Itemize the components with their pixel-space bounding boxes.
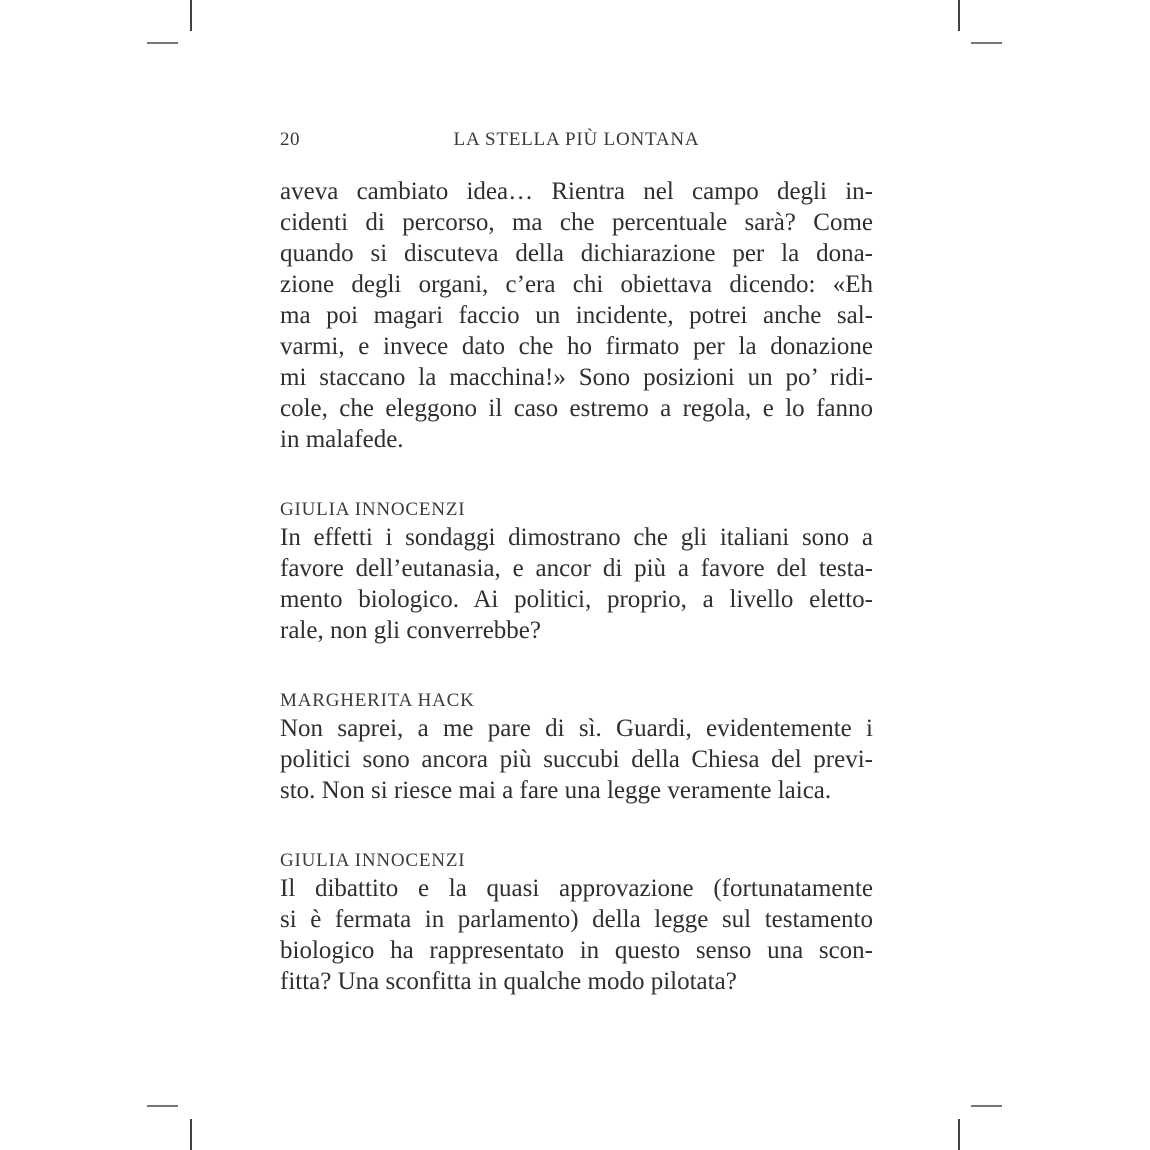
speaker-heading: GIULIA INNOCENZI [280, 850, 466, 871]
text-line: biologico ha rappresentato in questo senso una scon- [280, 937, 873, 964]
text-line: varmi, e invece dato che ho firmato per la donazione [280, 333, 873, 360]
crop-mark-bottom-right-horizontal [971, 1105, 1002, 1107]
text-line: sto. Non si riesce mai a fare una legge veramente laica. [280, 777, 832, 804]
paragraph [280, 713, 873, 806]
paragraph [280, 522, 873, 646]
text-line: zione degli organi, c’era chi obiettava dicendo: «Eh [280, 271, 873, 298]
text-line: cole, che eleggono il caso estremo a regola, e lo fanno [280, 395, 873, 422]
text-line: Non saprei, a me pare di sì. Guardi, evidentemente i [280, 715, 873, 742]
text-line: In effetti i sondaggi dimostrano che gli italiani sono a [280, 524, 873, 551]
text-line: Il dibattito e la quasi approvazione (fortunatamente [280, 875, 873, 902]
text-line: aveva cambiato idea… Rientra nel campo degli in- [280, 178, 873, 205]
crop-mark-top-right-vertical [958, 0, 960, 31]
text-line: fitta? Una sconfitta in qualche modo pilotata? [280, 968, 737, 995]
text-line: politici sono ancora più succubi della Chiesa del previ- [280, 746, 873, 773]
text-line: rale, non gli converrebbe? [280, 617, 541, 644]
text-line: in malafede. [280, 426, 404, 453]
text-line: cidenti di percorso, ma che percentuale sarà? Come [280, 209, 873, 236]
crop-mark-bottom-left-horizontal [147, 1105, 178, 1107]
crop-mark-top-right-horizontal [971, 42, 1002, 44]
text-line: ma poi magari faccio un incidente, potrei anche sal- [280, 302, 873, 329]
speaker-heading: GIULIA INNOCENZI [280, 499, 466, 520]
paragraph [280, 873, 873, 997]
text-line: mi staccano la macchina!» Sono posizioni un po’ ridi- [280, 364, 873, 391]
text-line: si è fermata in parlamento) della legge sul testamento [280, 906, 873, 933]
crop-mark-bottom-right-vertical [958, 1119, 960, 1150]
speaker-heading: MARGHERITA HACK [280, 690, 475, 711]
crop-mark-top-left-horizontal [147, 42, 178, 44]
text-line: mento biologico. Ai politici, proprio, a livello eletto- [280, 586, 873, 613]
text-line: favore dell’eutanasia, e ancor di più a favore del testa- [280, 555, 873, 582]
paragraph [280, 176, 873, 455]
page-number: 20 [280, 129, 300, 150]
crop-mark-bottom-left-vertical [190, 1119, 192, 1150]
running-head: LA STELLA PIÙ LONTANA [453, 129, 700, 150]
crop-mark-top-left-vertical [190, 0, 192, 31]
text-column [280, 176, 873, 997]
text-line: quando si discuteva della dichiarazione per la dona- [280, 240, 873, 267]
